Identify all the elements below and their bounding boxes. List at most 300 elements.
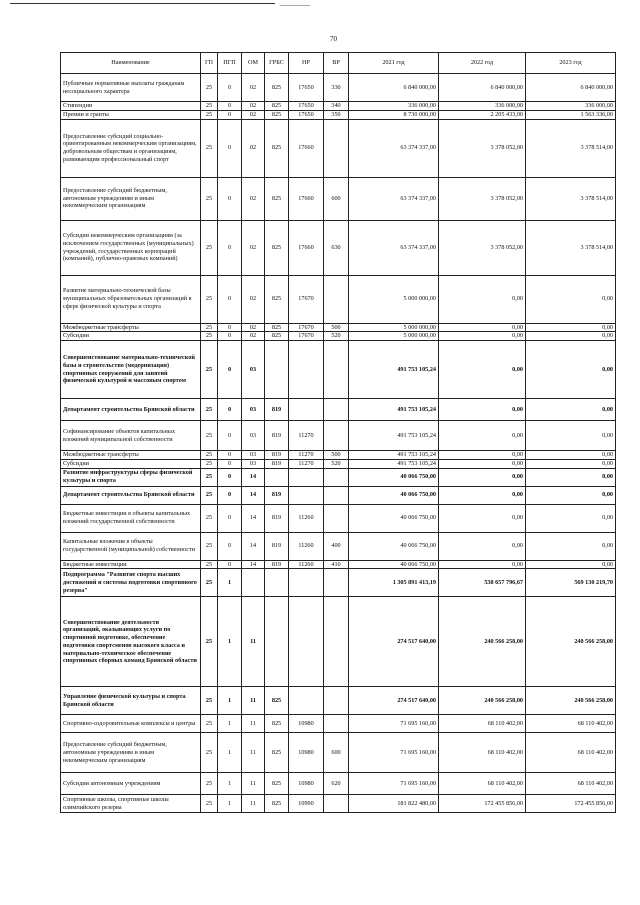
cell-gp: 25 [201, 459, 218, 468]
cell-y2021: 5 000 000,00 [349, 275, 439, 323]
cell-y2022: 0,00 [439, 532, 526, 560]
table-row [61, 795, 616, 813]
cell-vr: 630 [324, 220, 349, 275]
cell-name: Подпрограмма "Развитие спорта высших достижений и системы подготовки спортивного резерва" [61, 569, 201, 597]
cell-gp: 25 [201, 532, 218, 560]
table-row [61, 597, 616, 687]
cell-gp: 25 [201, 569, 218, 597]
table-row [61, 74, 616, 102]
cell-pgp: 1 [218, 733, 242, 773]
table-header-row [61, 53, 616, 74]
cell-y2021: 491 753 105,24 [349, 451, 439, 460]
table-row [61, 275, 616, 323]
cell-name: Развитие материально-технической базы муниципальных образовательных организаций в сфере физической культуры и спорта [61, 275, 201, 323]
cell-y2021: 63 374 337,00 [349, 119, 439, 177]
cell-gp: 25 [201, 504, 218, 532]
cell-pgp: 0 [218, 486, 242, 504]
cell-y2022: 0,00 [439, 323, 526, 332]
cell-grbs [265, 341, 289, 399]
cell-gp: 25 [201, 560, 218, 569]
cell-pgp: 0 [218, 468, 242, 486]
cell-vr [324, 715, 349, 733]
table-row [61, 323, 616, 332]
cell-y2022: 0,00 [439, 486, 526, 504]
cell-y2022: 0,00 [439, 468, 526, 486]
cell-y2021: 6 840 000,00 [349, 74, 439, 102]
table-row [61, 569, 616, 597]
cell-y2023: 569 130 219,70 [526, 569, 616, 597]
cell-y2022: 0,00 [439, 459, 526, 468]
cell-grbs: 819 [265, 532, 289, 560]
cell-y2021: 336 000,00 [349, 102, 439, 111]
cell-pgp: 0 [218, 74, 242, 102]
table-row [61, 773, 616, 795]
top-rule-short [280, 5, 310, 6]
cell-y2021: 71 695 160,00 [349, 773, 439, 795]
cell-om: 02 [242, 323, 265, 332]
cell-y2022: 172 455 856,00 [439, 795, 526, 813]
cell-om: 11 [242, 795, 265, 813]
cell-grbs: 825 [265, 177, 289, 220]
table-row [61, 504, 616, 532]
cell-y2022: 0,00 [439, 421, 526, 451]
cell-name: Межбюджетные трансферты [61, 451, 201, 460]
cell-gp: 25 [201, 715, 218, 733]
cell-gp: 25 [201, 399, 218, 421]
cell-grbs [265, 597, 289, 687]
cell-name: Спортивно-оздоровительные комплексы и центры [61, 715, 201, 733]
cell-om: 02 [242, 74, 265, 102]
col-header-om: ОМ [242, 53, 265, 74]
cell-y2022: 0,00 [439, 399, 526, 421]
cell-om: 03 [242, 341, 265, 399]
cell-name: Департамент строительства Брянской области [61, 486, 201, 504]
cell-grbs: 819 [265, 486, 289, 504]
cell-pgp: 0 [218, 341, 242, 399]
cell-y2021: 274 517 640,00 [349, 687, 439, 715]
cell-name: Совершенствование деятельности организаций, оказывающих услуги по спортивной подготовке, обеспечение подготовки спортсменов высокого класса и материально-техническое обеспечение спортивных сборных команд Брянской области [61, 597, 201, 687]
cell-om: 03 [242, 451, 265, 460]
cell-name: Публичные нормативные выплаты гражданам несоциального характера [61, 74, 201, 102]
cell-y2021: 40 066 750,00 [349, 560, 439, 569]
cell-nr: 17670 [289, 332, 324, 341]
cell-gp: 25 [201, 733, 218, 773]
cell-name: Управление физической культуры и спорта Брянской области [61, 687, 201, 715]
cell-name: Софинансирование объектов капитальных вложений муниципальной собственности [61, 421, 201, 451]
cell-nr [289, 597, 324, 687]
cell-nr: 17650 [289, 110, 324, 119]
cell-y2023: 336 000,00 [526, 102, 616, 111]
table-row [61, 687, 616, 715]
cell-grbs: 825 [265, 733, 289, 773]
cell-gp: 25 [201, 323, 218, 332]
cell-y2021: 40 066 750,00 [349, 468, 439, 486]
cell-om [242, 569, 265, 597]
cell-gp: 25 [201, 468, 218, 486]
cell-y2023: 240 566 258,00 [526, 687, 616, 715]
cell-grbs: 825 [265, 687, 289, 715]
table-row [61, 733, 616, 773]
cell-gp: 25 [201, 119, 218, 177]
table-row [61, 421, 616, 451]
col-header-2023: 2023 год [526, 53, 616, 74]
cell-y2023: 0,00 [526, 451, 616, 460]
cell-gp: 25 [201, 332, 218, 341]
cell-nr [289, 569, 324, 597]
cell-vr: 330 [324, 74, 349, 102]
cell-name: Бюджетные инвестиции [61, 560, 201, 569]
cell-vr [324, 468, 349, 486]
cell-om: 11 [242, 773, 265, 795]
cell-vr [324, 399, 349, 421]
table-row [61, 468, 616, 486]
cell-om: 14 [242, 532, 265, 560]
cell-vr [324, 597, 349, 687]
cell-grbs: 819 [265, 459, 289, 468]
cell-y2021: 63 374 337,00 [349, 220, 439, 275]
cell-nr [289, 468, 324, 486]
cell-pgp: 1 [218, 795, 242, 813]
col-header-2021: 2021 год [349, 53, 439, 74]
col-header-grbs: ГРБС [265, 53, 289, 74]
cell-pgp: 0 [218, 110, 242, 119]
cell-nr [289, 486, 324, 504]
cell-nr: 10980 [289, 715, 324, 733]
cell-y2023: 0,00 [526, 486, 616, 504]
cell-vr [324, 486, 349, 504]
cell-grbs: 825 [265, 795, 289, 813]
cell-vr: 500 [324, 451, 349, 460]
cell-y2021: 71 695 160,00 [349, 715, 439, 733]
table-row [61, 399, 616, 421]
cell-grbs: 825 [265, 110, 289, 119]
cell-gp: 25 [201, 451, 218, 460]
cell-gp: 25 [201, 795, 218, 813]
cell-grbs: 825 [265, 332, 289, 341]
table-row [61, 119, 616, 177]
cell-nr: 11270 [289, 451, 324, 460]
cell-pgp: 0 [218, 332, 242, 341]
cell-gp: 25 [201, 597, 218, 687]
table-row [61, 560, 616, 569]
cell-gp: 25 [201, 687, 218, 715]
cell-vr [324, 421, 349, 451]
cell-om: 03 [242, 421, 265, 451]
cell-y2022: 0,00 [439, 560, 526, 569]
cell-name: Развитие инфраструктуры сферы физической культуры и спорта [61, 468, 201, 486]
cell-y2023: 0,00 [526, 399, 616, 421]
cell-nr: 17660 [289, 220, 324, 275]
cell-y2021: 63 374 337,00 [349, 177, 439, 220]
cell-name: Капитальные вложения в объекты государственной (муниципальной) собственности [61, 532, 201, 560]
cell-y2022: 6 840 000,00 [439, 74, 526, 102]
cell-gp: 25 [201, 220, 218, 275]
cell-y2021: 491 753 105,24 [349, 399, 439, 421]
cell-om: 02 [242, 332, 265, 341]
cell-om: 14 [242, 504, 265, 532]
cell-name: Предоставление субсидий бюджетным, автономным учреждениям и иным некоммерческим организациям [61, 177, 201, 220]
cell-y2023: 0,00 [526, 532, 616, 560]
col-header-name: Наименование [61, 53, 201, 74]
cell-om: 11 [242, 597, 265, 687]
cell-y2021: 71 695 160,00 [349, 733, 439, 773]
col-header-vr: ВР [324, 53, 349, 74]
cell-y2023: 0,00 [526, 459, 616, 468]
cell-y2023: 68 110 402,00 [526, 733, 616, 773]
cell-y2021: 40 066 750,00 [349, 532, 439, 560]
cell-vr [324, 795, 349, 813]
cell-y2021: 40 066 750,00 [349, 504, 439, 532]
cell-y2023: 0,00 [526, 332, 616, 341]
cell-om: 14 [242, 486, 265, 504]
cell-y2022: 240 566 258,00 [439, 687, 526, 715]
cell-grbs [265, 569, 289, 597]
cell-nr: 10980 [289, 773, 324, 795]
cell-y2022: 68 110 402,00 [439, 715, 526, 733]
cell-pgp: 0 [218, 451, 242, 460]
cell-y2022: 0,00 [439, 275, 526, 323]
cell-grbs: 819 [265, 421, 289, 451]
cell-y2022: 0,00 [439, 332, 526, 341]
cell-name: Субсидии [61, 332, 201, 341]
cell-vr: 620 [324, 773, 349, 795]
cell-name: Межбюджетные трансферты [61, 323, 201, 332]
cell-name: Субсидии автономным учреждениям [61, 773, 201, 795]
cell-nr [289, 399, 324, 421]
col-header-pgp: ПГП [218, 53, 242, 74]
cell-y2023: 0,00 [526, 560, 616, 569]
cell-vr [324, 119, 349, 177]
cell-y2023: 0,00 [526, 421, 616, 451]
cell-pgp: 0 [218, 459, 242, 468]
cell-y2023: 3 378 514,00 [526, 119, 616, 177]
cell-y2021: 5 000 000,00 [349, 323, 439, 332]
cell-pgp: 0 [218, 102, 242, 111]
top-rule [10, 3, 275, 4]
cell-name: Предоставление субсидий социально-ориентированным некоммерческим организациям, добровольным обществам и организациям, развивающим профессиональный спорт [61, 119, 201, 177]
table-row [61, 341, 616, 399]
cell-y2023: 0,00 [526, 323, 616, 332]
cell-nr: 11270 [289, 459, 324, 468]
cell-pgp: 0 [218, 399, 242, 421]
cell-nr: 17670 [289, 323, 324, 332]
cell-nr: 11260 [289, 504, 324, 532]
cell-y2022: 2 205 433,00 [439, 110, 526, 119]
cell-name: Стипендии [61, 102, 201, 111]
cell-nr: 11260 [289, 532, 324, 560]
cell-om: 02 [242, 110, 265, 119]
cell-y2023: 240 566 258,00 [526, 597, 616, 687]
table-row [61, 451, 616, 460]
cell-pgp: 0 [218, 275, 242, 323]
cell-grbs: 819 [265, 451, 289, 460]
cell-grbs: 825 [265, 773, 289, 795]
cell-pgp: 0 [218, 177, 242, 220]
cell-vr: 350 [324, 110, 349, 119]
cell-y2021: 40 066 750,00 [349, 486, 439, 504]
cell-nr [289, 687, 324, 715]
cell-y2021: 1 305 891 413,19 [349, 569, 439, 597]
page-number: 70 [330, 35, 337, 43]
cell-y2021: 8 730 000,00 [349, 110, 439, 119]
cell-om: 02 [242, 119, 265, 177]
cell-grbs: 825 [265, 715, 289, 733]
cell-name: Субсидии некоммерческим организациям (за исключением государственных (муниципальных) учреждений, государственных корпораций (компаний), публично-правовых компаний) [61, 220, 201, 275]
cell-grbs: 825 [265, 119, 289, 177]
cell-pgp: 0 [218, 532, 242, 560]
cell-y2022: 0,00 [439, 504, 526, 532]
cell-grbs: 825 [265, 323, 289, 332]
cell-pgp: 0 [218, 560, 242, 569]
cell-om: 14 [242, 560, 265, 569]
cell-y2023: 0,00 [526, 341, 616, 399]
cell-y2021: 181 822 480,00 [349, 795, 439, 813]
cell-nr: 11270 [289, 421, 324, 451]
cell-pgp: 0 [218, 323, 242, 332]
cell-grbs: 825 [265, 220, 289, 275]
cell-y2022: 68 110 402,00 [439, 733, 526, 773]
cell-grbs: 819 [265, 504, 289, 532]
cell-y2023: 68 110 402,00 [526, 715, 616, 733]
cell-om: 03 [242, 399, 265, 421]
cell-y2023: 6 840 000,00 [526, 74, 616, 102]
cell-om: 02 [242, 275, 265, 323]
cell-nr: 17650 [289, 74, 324, 102]
cell-pgp: 1 [218, 773, 242, 795]
cell-name: Департамент строительства Брянской области [61, 399, 201, 421]
cell-vr [324, 504, 349, 532]
cell-y2022: 3 378 052,00 [439, 220, 526, 275]
cell-grbs [265, 468, 289, 486]
cell-pgp: 0 [218, 421, 242, 451]
cell-pgp: 1 [218, 597, 242, 687]
cell-y2021: 5 000 000,00 [349, 332, 439, 341]
cell-nr [289, 341, 324, 399]
cell-name: Предоставление субсидий бюджетным, автономным учреждениям и иным некоммерческим организациям [61, 733, 201, 773]
cell-vr: 410 [324, 560, 349, 569]
cell-nr: 10980 [289, 733, 324, 773]
table-row [61, 532, 616, 560]
cell-pgp: 0 [218, 220, 242, 275]
cell-nr: 17670 [289, 275, 324, 323]
cell-pgp: 1 [218, 715, 242, 733]
cell-y2023: 68 110 402,00 [526, 773, 616, 795]
cell-name: Премии и гранты [61, 110, 201, 119]
table-row [61, 459, 616, 468]
cell-gp: 25 [201, 177, 218, 220]
col-header-gp: ГП [201, 53, 218, 74]
cell-y2023: 172 455 856,00 [526, 795, 616, 813]
cell-y2021: 491 753 105,24 [349, 341, 439, 399]
cell-pgp: 0 [218, 119, 242, 177]
cell-gp: 25 [201, 341, 218, 399]
cell-nr: 17660 [289, 119, 324, 177]
cell-name: Совершенствование материально-технической базы и строительство (модернизация) спортивных сооружений для занятий физической культурой и массовым спортом [61, 341, 201, 399]
cell-vr [324, 275, 349, 323]
cell-om: 11 [242, 687, 265, 715]
cell-vr: 520 [324, 332, 349, 341]
cell-y2022: 240 566 258,00 [439, 597, 526, 687]
cell-pgp: 0 [218, 504, 242, 532]
cell-nr: 10990 [289, 795, 324, 813]
cell-om: 03 [242, 459, 265, 468]
cell-grbs: 825 [265, 74, 289, 102]
cell-y2022: 0,00 [439, 341, 526, 399]
cell-vr [324, 687, 349, 715]
cell-pgp: 1 [218, 687, 242, 715]
cell-gp: 25 [201, 275, 218, 323]
cell-pgp: 1 [218, 569, 242, 597]
cell-gp: 25 [201, 74, 218, 102]
cell-y2021: 491 753 105,24 [349, 421, 439, 451]
cell-om: 11 [242, 715, 265, 733]
cell-vr [324, 341, 349, 399]
cell-y2023: 0,00 [526, 468, 616, 486]
cell-y2023: 3 378 514,00 [526, 220, 616, 275]
cell-om: 02 [242, 177, 265, 220]
cell-y2022: 3 378 052,00 [439, 177, 526, 220]
cell-om: 02 [242, 220, 265, 275]
cell-vr: 600 [324, 733, 349, 773]
cell-vr: 340 [324, 102, 349, 111]
cell-gp: 25 [201, 102, 218, 111]
table-row [61, 102, 616, 111]
cell-y2022: 538 657 796,67 [439, 569, 526, 597]
cell-y2022: 68 110 402,00 [439, 773, 526, 795]
cell-name: Субсидии [61, 459, 201, 468]
cell-nr: 17660 [289, 177, 324, 220]
table-row [61, 715, 616, 733]
col-header-2022: 2022 год [439, 53, 526, 74]
budget-table [60, 52, 616, 813]
cell-y2023: 0,00 [526, 504, 616, 532]
cell-grbs: 819 [265, 560, 289, 569]
table-row [61, 110, 616, 119]
cell-om: 14 [242, 468, 265, 486]
cell-grbs: 825 [265, 275, 289, 323]
cell-om: 02 [242, 102, 265, 111]
cell-gp: 25 [201, 110, 218, 119]
cell-gp: 25 [201, 773, 218, 795]
cell-gp: 25 [201, 486, 218, 504]
cell-vr: 400 [324, 532, 349, 560]
cell-vr: 520 [324, 459, 349, 468]
cell-nr: 11260 [289, 560, 324, 569]
cell-vr [324, 569, 349, 597]
cell-y2023: 3 378 514,00 [526, 177, 616, 220]
cell-y2022: 0,00 [439, 451, 526, 460]
table-row [61, 332, 616, 341]
col-header-nr: НР [289, 53, 324, 74]
cell-name: Бюджетные инвестиции в объекты капитальных вложений государственной собственности [61, 504, 201, 532]
table-row [61, 220, 616, 275]
cell-grbs: 825 [265, 102, 289, 111]
cell-y2022: 336 000,00 [439, 102, 526, 111]
cell-vr: 500 [324, 323, 349, 332]
table-row [61, 177, 616, 220]
cell-gp: 25 [201, 421, 218, 451]
cell-y2021: 491 753 105,24 [349, 459, 439, 468]
table-body [61, 74, 616, 813]
cell-y2021: 274 517 640,00 [349, 597, 439, 687]
cell-grbs: 819 [265, 399, 289, 421]
cell-y2023: 1 563 336,00 [526, 110, 616, 119]
cell-y2022: 3 378 052,00 [439, 119, 526, 177]
cell-vr: 600 [324, 177, 349, 220]
cell-name: Спортивные школы, спортивные школы олимпийского резерва [61, 795, 201, 813]
cell-y2023: 0,00 [526, 275, 616, 323]
table-row [61, 486, 616, 504]
